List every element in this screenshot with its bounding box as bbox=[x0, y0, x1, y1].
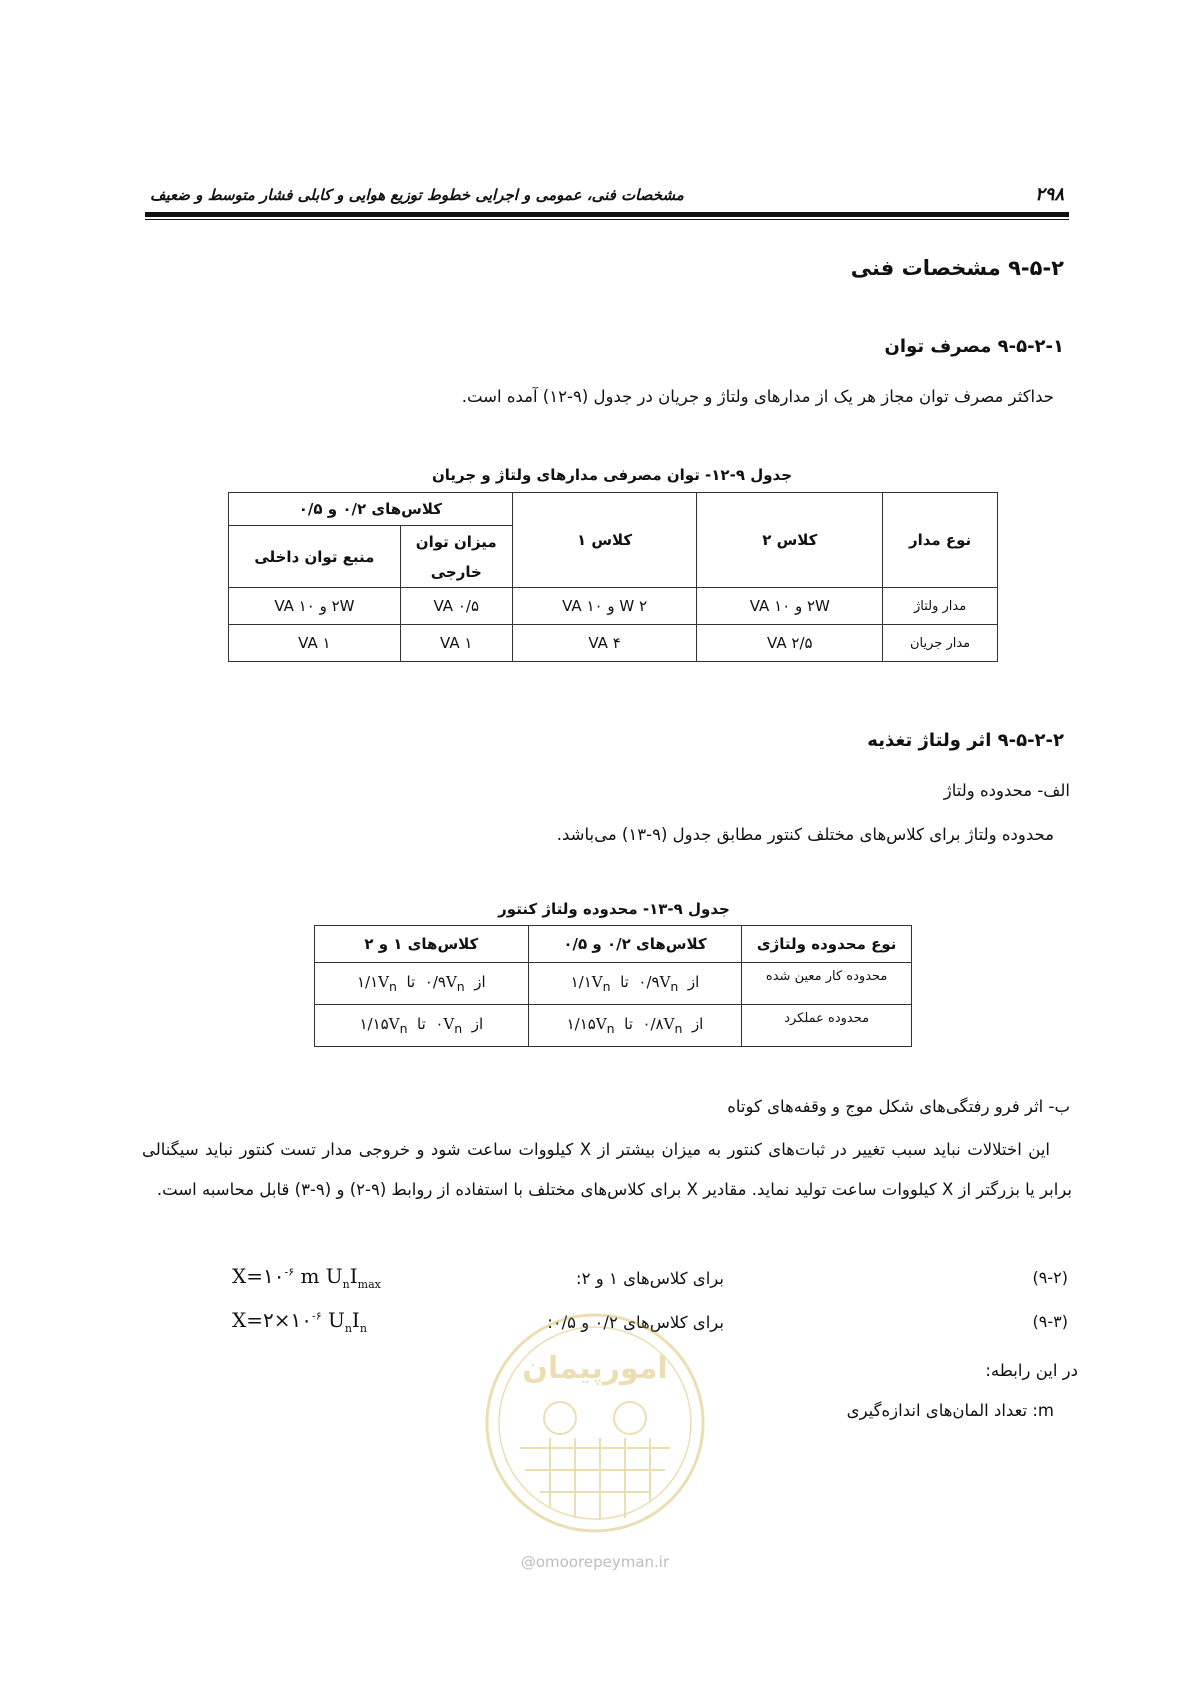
disturbance-paragraph: این اختلالات نباید سبب تغییر در ثبات‌های کنتور به میزان بیشتر از X کیلووات ساعت شود و خروجی مدار تست کنتور نباید سیگنالی برابر یا بزرگتر از X کیلووات ساعت تولید نماید. مقادیر X برای کلاس‌های مختلف با استفاده از روابط (۹-۲) و (۹-۳) قابل محاسبه است. bbox=[142, 1140, 1072, 1199]
running-header-title: مشخصات فنی، عمومی و اجرایی خطوط توزیع هوایی و کابلی فشار متوسط و ضعیف bbox=[150, 186, 684, 204]
header-rule-thick bbox=[145, 212, 1069, 217]
item-a-heading: الف- محدوده ولتاژ bbox=[943, 781, 1070, 800]
power-paragraph: حداکثر مصرف توان مجاز هر یک از مدارهای ولتاژ و جریان در جدول (۹-۱۲) آمده است. bbox=[461, 387, 1054, 406]
page-number: ۲۹۸ bbox=[1034, 184, 1064, 205]
equation-label: برای کلاس‌های ۰/۲ و ۰/۵: bbox=[547, 1313, 724, 1332]
table1-cell-external: ۱ VA bbox=[400, 625, 512, 662]
table1-cell-type: مدار ولتاژ bbox=[883, 588, 998, 625]
table1-header-internal: منبع توان داخلی bbox=[229, 526, 401, 588]
section-heading: ۹-۵-۲ مشخصات فنی bbox=[850, 256, 1064, 280]
item-b-heading: ب- اثر فرو رفتگی‌های شکل موج و وقفه‌های کوتاه bbox=[727, 1097, 1070, 1116]
equation-number: (۹-۳) bbox=[1032, 1312, 1068, 1331]
header-rule-thin bbox=[145, 219, 1069, 220]
table-row bbox=[229, 588, 998, 625]
table2-cell-group: از $۰/۸V_n$ تا $۱/۱۵V_n$ bbox=[528, 1005, 742, 1047]
table-row bbox=[229, 625, 998, 662]
equation-number: (۹-۲) bbox=[1032, 1268, 1068, 1287]
table2-caption: جدول ۹-۱۳- محدوده ولتاژ کنتور bbox=[498, 900, 730, 918]
table1-header-class1: کلاس ۱ bbox=[512, 493, 697, 588]
voltage-range-paragraph: محدوده ولتاژ برای کلاس‌های مختلف کنتور مطابق جدول (۹-۱۳) می‌باشد. bbox=[556, 825, 1054, 844]
table2-header-class12: کلاس‌های ۱ و ۲ bbox=[315, 926, 529, 963]
table1-cell-class2: ۲/۵ VA bbox=[697, 625, 883, 662]
table1-header-group: کلاس‌های ۰/۲ و ۰/۵ bbox=[229, 493, 513, 526]
table1-caption: جدول ۹-۱۲- توان مصرفی مدارهای ولتاژ و جریان bbox=[431, 466, 793, 484]
table1-cell-type: مدار جریان bbox=[883, 625, 998, 662]
table2-header-type: نوع محدوده ولتاژی bbox=[742, 926, 912, 963]
table1-cell-internal: ۱ VA bbox=[229, 625, 401, 662]
table1-cell-class1: ۴ VA bbox=[512, 625, 697, 662]
table-row bbox=[315, 1005, 912, 1047]
watermark-url: @omoorepeyman.ir bbox=[520, 1553, 670, 1571]
table-row bbox=[315, 963, 912, 1005]
table1-header-class2: کلاس ۲ bbox=[697, 493, 883, 588]
table1-cell-external: ۰/۵ VA bbox=[400, 588, 512, 625]
table1-header-external: میزان توان خارجی bbox=[400, 526, 512, 588]
equation-label: برای کلاس‌های ۱ و ۲: bbox=[576, 1269, 724, 1288]
where-intro: در این رابطه: bbox=[985, 1361, 1078, 1380]
power-consumption-table bbox=[228, 492, 998, 662]
table2-cell-class12: از $۰/۹V_n$ تا $۱/۱V_n$ bbox=[315, 963, 529, 1005]
table1-cell-class2: ۲W و ۱۰ VA bbox=[697, 588, 883, 625]
table2-cell-type: محدوده کار معین شده bbox=[742, 963, 912, 1005]
watermark-logo bbox=[480, 1308, 710, 1538]
table1-cell-class1: ۲ W و ۱۰ VA bbox=[512, 588, 697, 625]
table1-cell-internal: ۲W و ۱۰ VA bbox=[229, 588, 401, 625]
voltage-range-table bbox=[314, 925, 912, 1047]
table1-header-type: نوع مدار bbox=[883, 493, 998, 588]
table2-header-group: کلاس‌های ۰/۲ و ۰/۵ bbox=[528, 926, 742, 963]
equation-formula: $X=۲\times ۱۰^{-۶}$ $U_nI_n$ bbox=[232, 1308, 367, 1335]
svg-text:امورپیمان: امورپیمان bbox=[522, 1351, 668, 1386]
subsection-heading-power: ۹-۵-۲-۱ مصرف توان bbox=[884, 336, 1064, 357]
subsection-heading-supply-voltage: ۹-۵-۲-۲ اثر ولتاژ تغذیه bbox=[867, 730, 1064, 751]
table2-cell-group: از $۰/۹V_n$ تا $۱/۱V_n$ bbox=[528, 963, 742, 1005]
table2-cell-type: محدوده عملکرد bbox=[742, 1005, 912, 1047]
m-definition: m: تعداد المان‌های اندازه‌گیری bbox=[846, 1401, 1054, 1420]
table2-cell-class12: از $۰V_n$ تا $۱/۱۵V_n$ bbox=[315, 1005, 529, 1047]
equation-formula: $X=۱۰^{-۶}$ m $U_nI_{max}$ bbox=[232, 1264, 381, 1291]
